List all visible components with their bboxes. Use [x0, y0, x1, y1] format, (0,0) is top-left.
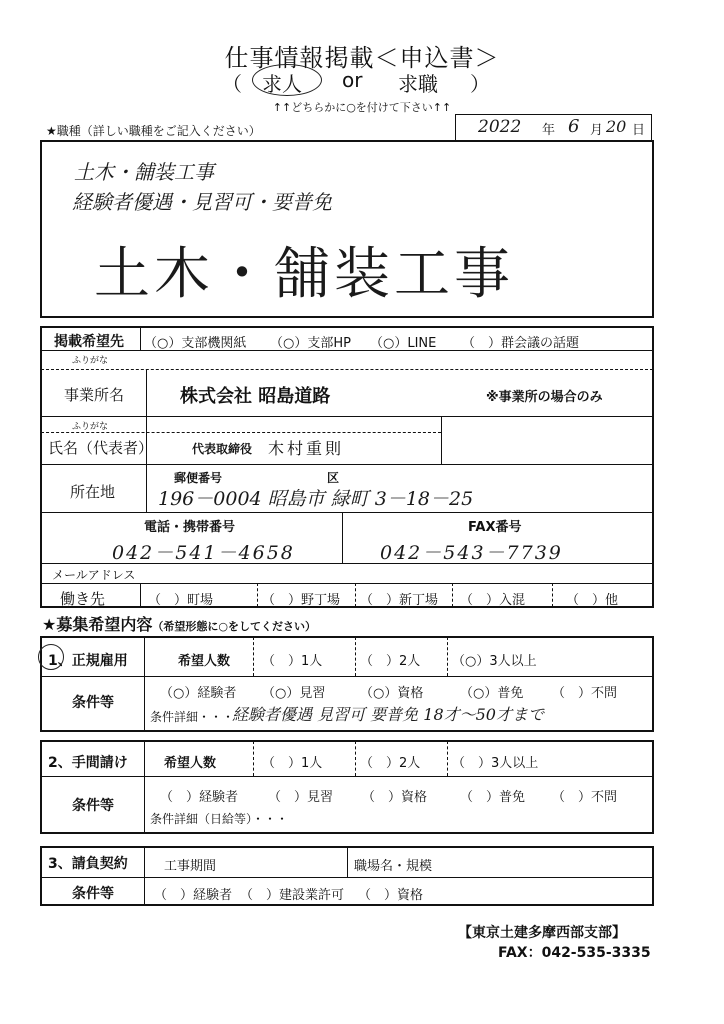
col-divider	[441, 416, 442, 464]
page-title: 仕事情報掲載＜申込書＞	[224, 44, 500, 72]
shokushu-hand-line2: 経験者優遇・見習可・要普免	[72, 190, 332, 214]
shokushu-hand-line1: 土木・舗装工事	[74, 160, 214, 184]
row-line	[41, 512, 653, 513]
fax-label: FAX番号	[468, 520, 522, 535]
ukeoi-option-3[interactable]: （ ）資格	[358, 888, 424, 903]
seiki-kibo-label: 希望人数	[178, 654, 231, 669]
row-line	[41, 776, 653, 777]
tema-joken-label: 条件等	[72, 798, 114, 814]
keisai-option-hp[interactable]	[270, 332, 351, 351]
boshu-label	[42, 612, 316, 635]
col-divider	[355, 741, 356, 776]
seiki-kibo-1[interactable]: （ ）1人	[262, 654, 323, 669]
seiki-joken-2[interactable]: （○）見習	[262, 686, 326, 701]
footer-fax: FAX：042-535-3335	[498, 945, 651, 961]
col-divider	[146, 416, 147, 464]
seiki-detail-label: 条件詳細・・・	[150, 710, 235, 724]
ukeoi-shokuba-label: 職場名・規模	[354, 859, 433, 874]
tema-detail-label: 条件詳細（日給等）・・・	[150, 812, 289, 826]
row-line	[41, 369, 653, 370]
ukeoi-option-2[interactable]: （ ）建設業許可	[240, 888, 345, 903]
keisai-mark-3: （○）	[370, 336, 408, 351]
jigyosho-label: 事業所名	[64, 386, 125, 404]
row-line	[41, 350, 653, 351]
row-line	[41, 416, 653, 417]
tema-kibo-2[interactable]: （ ）2人	[360, 756, 421, 771]
col-divider	[146, 464, 147, 512]
tema-joken-1[interactable]: （ ）経験者	[160, 790, 239, 805]
tema-joken-5[interactable]: （ ）不問	[552, 790, 618, 805]
date-day[interactable]: 20	[606, 117, 627, 136]
kyujin-kyushoku-selector	[222, 68, 522, 96]
postal-label: 郵便番号	[174, 471, 223, 485]
keisai-text-3: LINE	[407, 336, 437, 351]
seiki-detail-value[interactable]: 経験者優遇 見習可 要普免 18才～50才まで	[232, 705, 544, 724]
date-year-unit: 年	[542, 123, 556, 138]
col-divider	[447, 637, 448, 676]
keisai-mark-4: （ ）	[462, 336, 502, 351]
shimei-label: 氏名（代表者）	[48, 439, 154, 457]
row-line	[41, 432, 441, 433]
col-divider	[140, 583, 141, 607]
date-day-unit: 日	[632, 123, 646, 138]
row-line	[41, 676, 653, 677]
jigyosho-furigana: ふりがな	[72, 356, 109, 366]
col-divider	[146, 369, 147, 416]
kyujin-option[interactable]: 求人	[262, 72, 302, 96]
hatarakisaki-option-3[interactable]: （ ）新丁場	[360, 593, 439, 608]
col-divider	[355, 583, 356, 607]
row-line	[41, 877, 653, 878]
seiki-joken-4[interactable]: （○）普免	[460, 686, 524, 701]
shimei-name[interactable]: 木村重則	[268, 439, 345, 458]
or-text: or	[342, 68, 363, 92]
jigyosho-note: ※事業所の場合のみ	[486, 390, 603, 405]
keisai-text-1: 支部機関紙	[181, 336, 247, 351]
tema-kibo-label: 希望人数	[164, 756, 217, 771]
row-line	[41, 563, 653, 564]
keisai-label: 掲載希望先	[54, 334, 124, 350]
hatarakisaki-option-4[interactable]: （ ）入混	[460, 593, 526, 608]
col-divider	[342, 512, 343, 563]
keisai-option-gunkaigi[interactable]	[462, 332, 579, 351]
tel-label: 電話・携帯番号	[144, 520, 236, 535]
hatarakisaki-option-5[interactable]: （ ）他	[566, 593, 619, 608]
ukeoi-option-1[interactable]: （ ）経験者	[154, 888, 233, 903]
shokushu-hand-big: 土木・舗装工事	[94, 242, 514, 307]
seiki-joken-5[interactable]: （ ）不問	[552, 686, 618, 701]
ukeoi-label: 3、請負契約	[48, 856, 128, 872]
col-divider	[452, 583, 453, 607]
col-divider	[253, 637, 254, 676]
seiki-kibo-3[interactable]: （○）3人以上	[452, 654, 537, 669]
kyushoku-option[interactable]: 求職	[398, 72, 438, 96]
col-divider	[144, 741, 145, 776]
boshu-sublabel: （希望形態に○をしてください）	[152, 620, 316, 633]
shokushu-box[interactable]	[40, 140, 654, 318]
date-month-unit: 月	[590, 123, 604, 138]
hatarakisaki-label: 働き先	[60, 590, 106, 608]
tema-joken-3[interactable]: （ ）資格	[362, 790, 428, 805]
ku-label: 区	[327, 471, 340, 485]
col-divider	[257, 583, 258, 607]
close-paren: ）	[470, 72, 490, 96]
shozaichi-value[interactable]: 196－0004 昭島市 緑町 3－18－25	[158, 488, 474, 510]
col-divider	[347, 847, 348, 877]
fax-value[interactable]: 042－543－7739	[380, 542, 563, 564]
seiki-joken-3[interactable]: （○）資格	[360, 686, 424, 701]
seiki-joken-1[interactable]: （○）経験者	[160, 686, 237, 701]
keisai-text-4: 群会議の話題	[501, 336, 580, 351]
shimei-furigana: ふりがな	[72, 422, 109, 432]
shimei-title: 代表取締役	[192, 442, 253, 456]
boshu-title: ★募集希望内容	[42, 615, 153, 634]
keisai-option-kikanshi[interactable]	[144, 332, 246, 351]
tema-kibo-1[interactable]: （ ）1人	[262, 756, 323, 771]
keisai-mark-1: （○）	[144, 336, 182, 351]
ukeoi-joken-label: 条件等	[72, 886, 114, 902]
shozaichi-label: 所在地	[70, 483, 116, 501]
seiki-circle-mark	[38, 644, 64, 670]
col-divider	[144, 776, 145, 833]
col-divider	[144, 637, 145, 676]
date-month[interactable]: 6	[568, 116, 580, 137]
date-box	[455, 114, 652, 141]
tema-label: 2、手間請け	[48, 755, 128, 771]
keisai-text-2: 支部HP	[307, 336, 351, 351]
mail-label: メールアドレス	[52, 568, 136, 582]
seiki-joken-label: 条件等	[72, 695, 114, 711]
date-year[interactable]: 2022	[478, 117, 522, 137]
tema-kibo-3[interactable]: （ ）3人以上	[452, 756, 539, 771]
col-divider	[355, 637, 356, 676]
col-divider	[144, 847, 145, 905]
jigyosho-value[interactable]: 株式会社 昭島道路	[180, 386, 331, 407]
seiki-kibo-2[interactable]: （ ）2人	[360, 654, 421, 669]
row-line	[41, 464, 653, 465]
seiki-label: 1、正規雇用	[48, 653, 128, 669]
ukeoi-kouki-label: 工事期間	[164, 859, 217, 874]
footer-org: 【東京土建多摩西部支部】	[458, 925, 626, 941]
tel-value[interactable]: 042－541－4658	[112, 542, 295, 564]
keisai-mark-2: （○）	[270, 336, 308, 351]
keisai-option-line[interactable]	[370, 332, 436, 351]
selection-instruction: ↑↑どちらかに○を付けて下さい↑↑	[272, 101, 452, 114]
col-divider	[253, 741, 254, 776]
kyujin-circle	[252, 64, 322, 96]
hatarakisaki-option-1[interactable]: （ ）町場	[148, 593, 214, 608]
col-divider	[552, 583, 553, 607]
open-paren: （	[222, 72, 242, 96]
shokushu-label: ★職種（詳しい職種をご記入ください）	[46, 124, 261, 138]
keisai-divider	[140, 328, 141, 350]
row-line	[41, 583, 653, 584]
tema-joken-2[interactable]: （ ）見習	[268, 790, 334, 805]
hatarakisaki-option-2[interactable]: （ ）野丁場	[262, 593, 341, 608]
col-divider	[447, 741, 448, 776]
tema-joken-4[interactable]: （ ）普免	[460, 790, 526, 805]
col-divider	[144, 676, 145, 731]
